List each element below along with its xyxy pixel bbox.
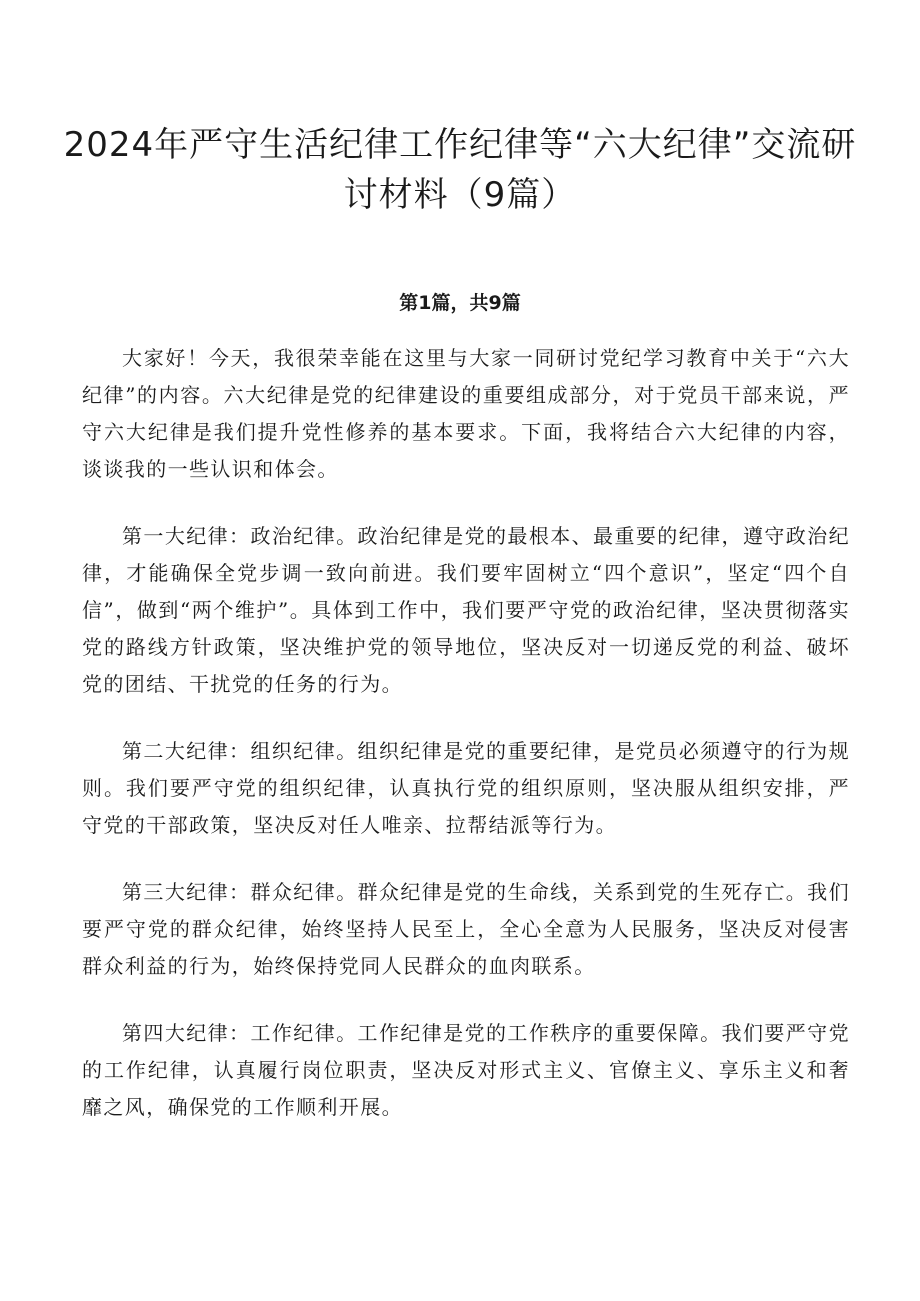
document-body (82, 340, 850, 1156)
document-title: 2024年严守生活纪律工作纪律等“六大纪律”交流研讨材料（9篇） (63, 125, 857, 215)
paragraph-intro: 大家好！今天，我很荣幸能在这里与大家一同研讨党纪学习教育中关于“六大纪律”的内容。六大纪律是党的纪律建设的重要组成部分，对于党员干部来说，严守六大纪律是我们提升党性修养的基本要求。下面，我将结合六大纪律的内容，谈谈我的一些认识和体会。 (82, 346, 850, 481)
paragraph-mass-discipline: 第三大纪律：群众纪律。群众纪律是党的生命线，关系到党的生死存亡。我们要严守党的群众纪律，始终坚持人民至上，全心全意为人民服务，坚决反对侵害群众利益的行为，始终保持党同人民群众的血肉联系。 (82, 880, 850, 978)
section-label: 第1篇，共9篇 (399, 292, 521, 314)
paragraph-political-discipline: 第一大纪律：政治纪律。政治纪律是党的最根本、最重要的纪律，遵守政治纪律，才能确保全党步调一致向前进。我们要牢固树立“四个意识”，坚定“四个自信”，做到“两个维护”。具体到工作中，我们要严守党的政治纪律，坚决贯彻落实党的路线方针政策，坚决维护党的领导地位，坚决反对一切递反党的利益、破坏党的团结、干扰党的任务的行为。 (82, 524, 850, 696)
paragraph-work-discipline: 第四大纪律：工作纪律。工作纪律是党的工作秩序的重要保障。我们要严守党的工作纪律，认真履行岗位职责，坚决反对形式主义、官僚主义、享乐主义和奢靡之风，确保党的工作顺利开展。 (82, 1021, 850, 1119)
paragraph-organizational-discipline: 第二大纪律：组织纪律。组织纪律是党的重要纪律，是党员必须遵守的行为规则。我们要严守党的组织纪律，认真执行党的组织原则，坚决服从组织安排，严守党的干部政策，坚决反对任人唯亲、拉帮结派等行为。 (82, 739, 850, 837)
